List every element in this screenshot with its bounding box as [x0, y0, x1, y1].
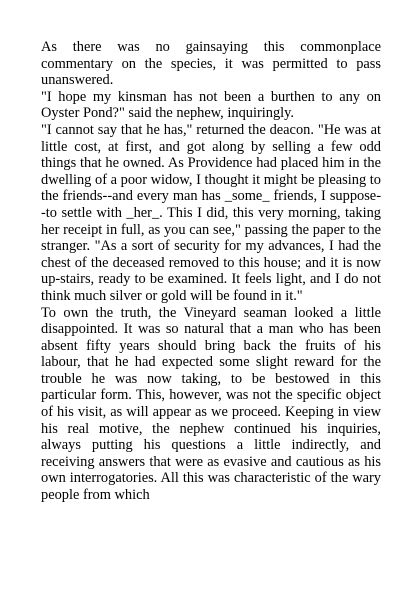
paragraph-4: To own the truth, the Vineyard seaman looked a little disappointed. It was so natural that a man who has been absent fifty years should bring back the fruits of his labour, that he had expected some slight reward for the trouble he was now taking, to be bestowed in this particular form. This, however, was not the specific object of his visit, as will appear as we proceed. Keeping in view his real motive, the nephew continued his inquiries, always putting his questions a little indirectly, and receiving answers that were as evasive and cautious as his own interrogatories. All this was characteristic of the wary people from which: [41, 304, 381, 504]
document-page: [41, 39, 381, 504]
paragraph-1: As there was no gainsaying this commonplace commentary on the species, it was permitted to pass unanswered.: [41, 39, 381, 89]
paragraph-3: "I cannot say that he has," returned the deacon. "He was at little cost, at first, and got along by selling a few odd things that he owned. As Providence had placed him in the dwelling of a poor widow, I thought it might be pleasing to the friends--and every man has _some_ friends, I suppose--to settle with _her_. This I did, this very morning, taking her receipt in full, as you can see," passing the paper to the stranger. "As a sort of security for my advances, I had the chest of the deceased removed to this house; and it is now up-stairs, ready to be examined. It feels light, and I do not think much silver or gold will be found in it.": [41, 121, 381, 304]
paragraph-2: "I hope my kinsman has not been a burthen to any on Oyster Pond?" said the nephew, inquiringly.: [41, 88, 381, 122]
